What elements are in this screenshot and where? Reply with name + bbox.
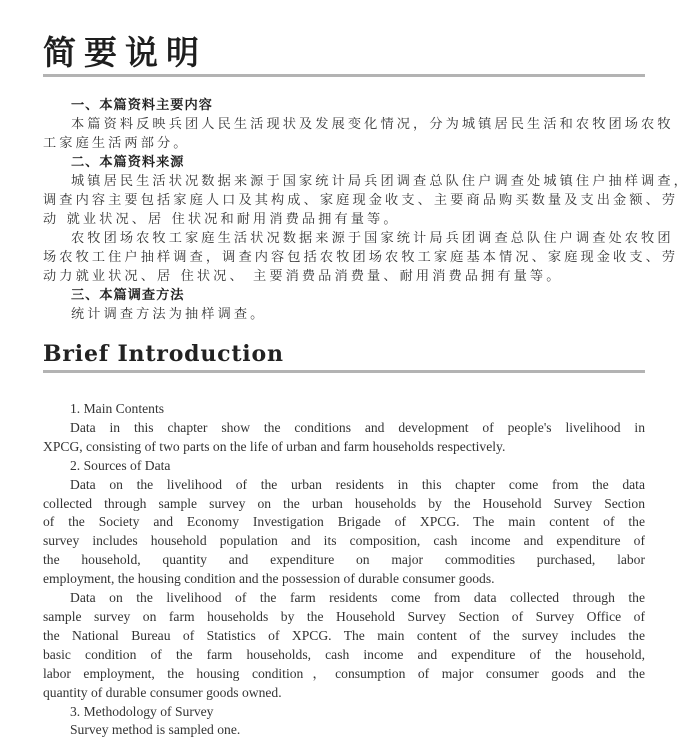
paragraph-line: employment, the housing condition and the possession of durable consumer goods. <box>43 571 495 587</box>
paragraph-line: 调查内容主要包括家庭人口及其构成、家庭现金收支、主要商品购买数量及支出金额、劳 <box>43 193 679 208</box>
section-heading-methodology-cn: 三、本篇调查方法 <box>71 288 185 303</box>
paragraph-line: survey includes household population and its composition, cash income and expenditure of <box>43 533 645 549</box>
section-heading-main-contents-cn: 一、本篇资料主要内容 <box>71 98 213 113</box>
paragraph-line: 场农牧工住户抽样调查，调查内容包括农牧团场农牧工家庭基本情况、家庭现金收支、劳 <box>43 250 679 265</box>
chinese-body <box>43 96 690 324</box>
paragraph-line: labor employment, the housing condition，consumption of major consumer goods and the <box>43 665 645 681</box>
section-heading-methodology: 3. Methodology of Survey <box>70 703 214 719</box>
paragraph-line: XPCG, consisting of two parts on the life of urban and farm households respectively. <box>43 438 506 454</box>
paragraph-line: 工家庭生活两部分。 <box>43 136 190 151</box>
paragraph-line: quantity of durable consumer goods owned. <box>43 684 282 700</box>
section-heading-sources: 2. Sources of Data <box>70 457 171 473</box>
paragraph-line: 本篇资料反映兵团人民生活现状及发展变化情况，分为城镇居民生活和农牧团场农牧 <box>71 117 674 132</box>
section-heading-sources-cn: 二、本篇资料来源 <box>71 155 185 170</box>
paragraph-line: 农牧团场农牧工家庭生活状况数据来源于国家统计局兵团调查总队住户调查处农牧团 <box>71 231 674 246</box>
paragraph-line: 动力就业状况、居 住状况、 主要消费品消费量、耐用消费品拥有量等。 <box>43 269 563 284</box>
paragraph-line: of the Society and Economy Investigation Brigade of XPCG. The main content of the <box>43 514 645 530</box>
title-underline-rule <box>43 74 645 77</box>
paragraph-line: sample survey on farm households by the Household Survey Section of Survey Office of <box>43 608 645 624</box>
paragraph-line: 统计调查方法为抽样调查。 <box>71 307 267 322</box>
paragraph-line: Data on the livelihood of the urban residents in this chapter come from the data <box>70 476 645 492</box>
paragraph-line: Survey method is sampled one. <box>70 722 241 738</box>
paragraph-line: Data on the livelihood of the farm residents come from data collected through the <box>70 590 645 606</box>
section-heading-main-contents: 1. Main Contents <box>70 401 165 416</box>
paragraph-line: 动 就业状况、居 住状况和耐用消费品拥有量等。 <box>43 212 400 227</box>
paragraph-line: basic condition of the farm households, cash income and expenditure of the household, <box>43 646 645 662</box>
page-title-english: Brief Introduction <box>43 341 284 367</box>
paragraph-line: the National Bureau of Statistics of XPCG. The main content of the survey includes the <box>43 627 645 643</box>
paragraph-line: 城镇居民生活状况数据来源于国家统计局兵团调查总队住户调查处城镇住户抽样调查， <box>71 174 690 189</box>
title-underline-rule <box>43 370 645 373</box>
paragraph-line: the household, quantity and expenditure on major commodities purchased, labor <box>43 552 645 568</box>
paragraph-line: Data in this chapter show the conditions and development of people's livelihood in <box>70 419 645 435</box>
paragraph-line: collected through sample survey on the urban households by the Household Survey Section <box>43 495 645 511</box>
page-title-chinese: 简要说明 <box>43 33 207 72</box>
english-body <box>43 400 645 740</box>
